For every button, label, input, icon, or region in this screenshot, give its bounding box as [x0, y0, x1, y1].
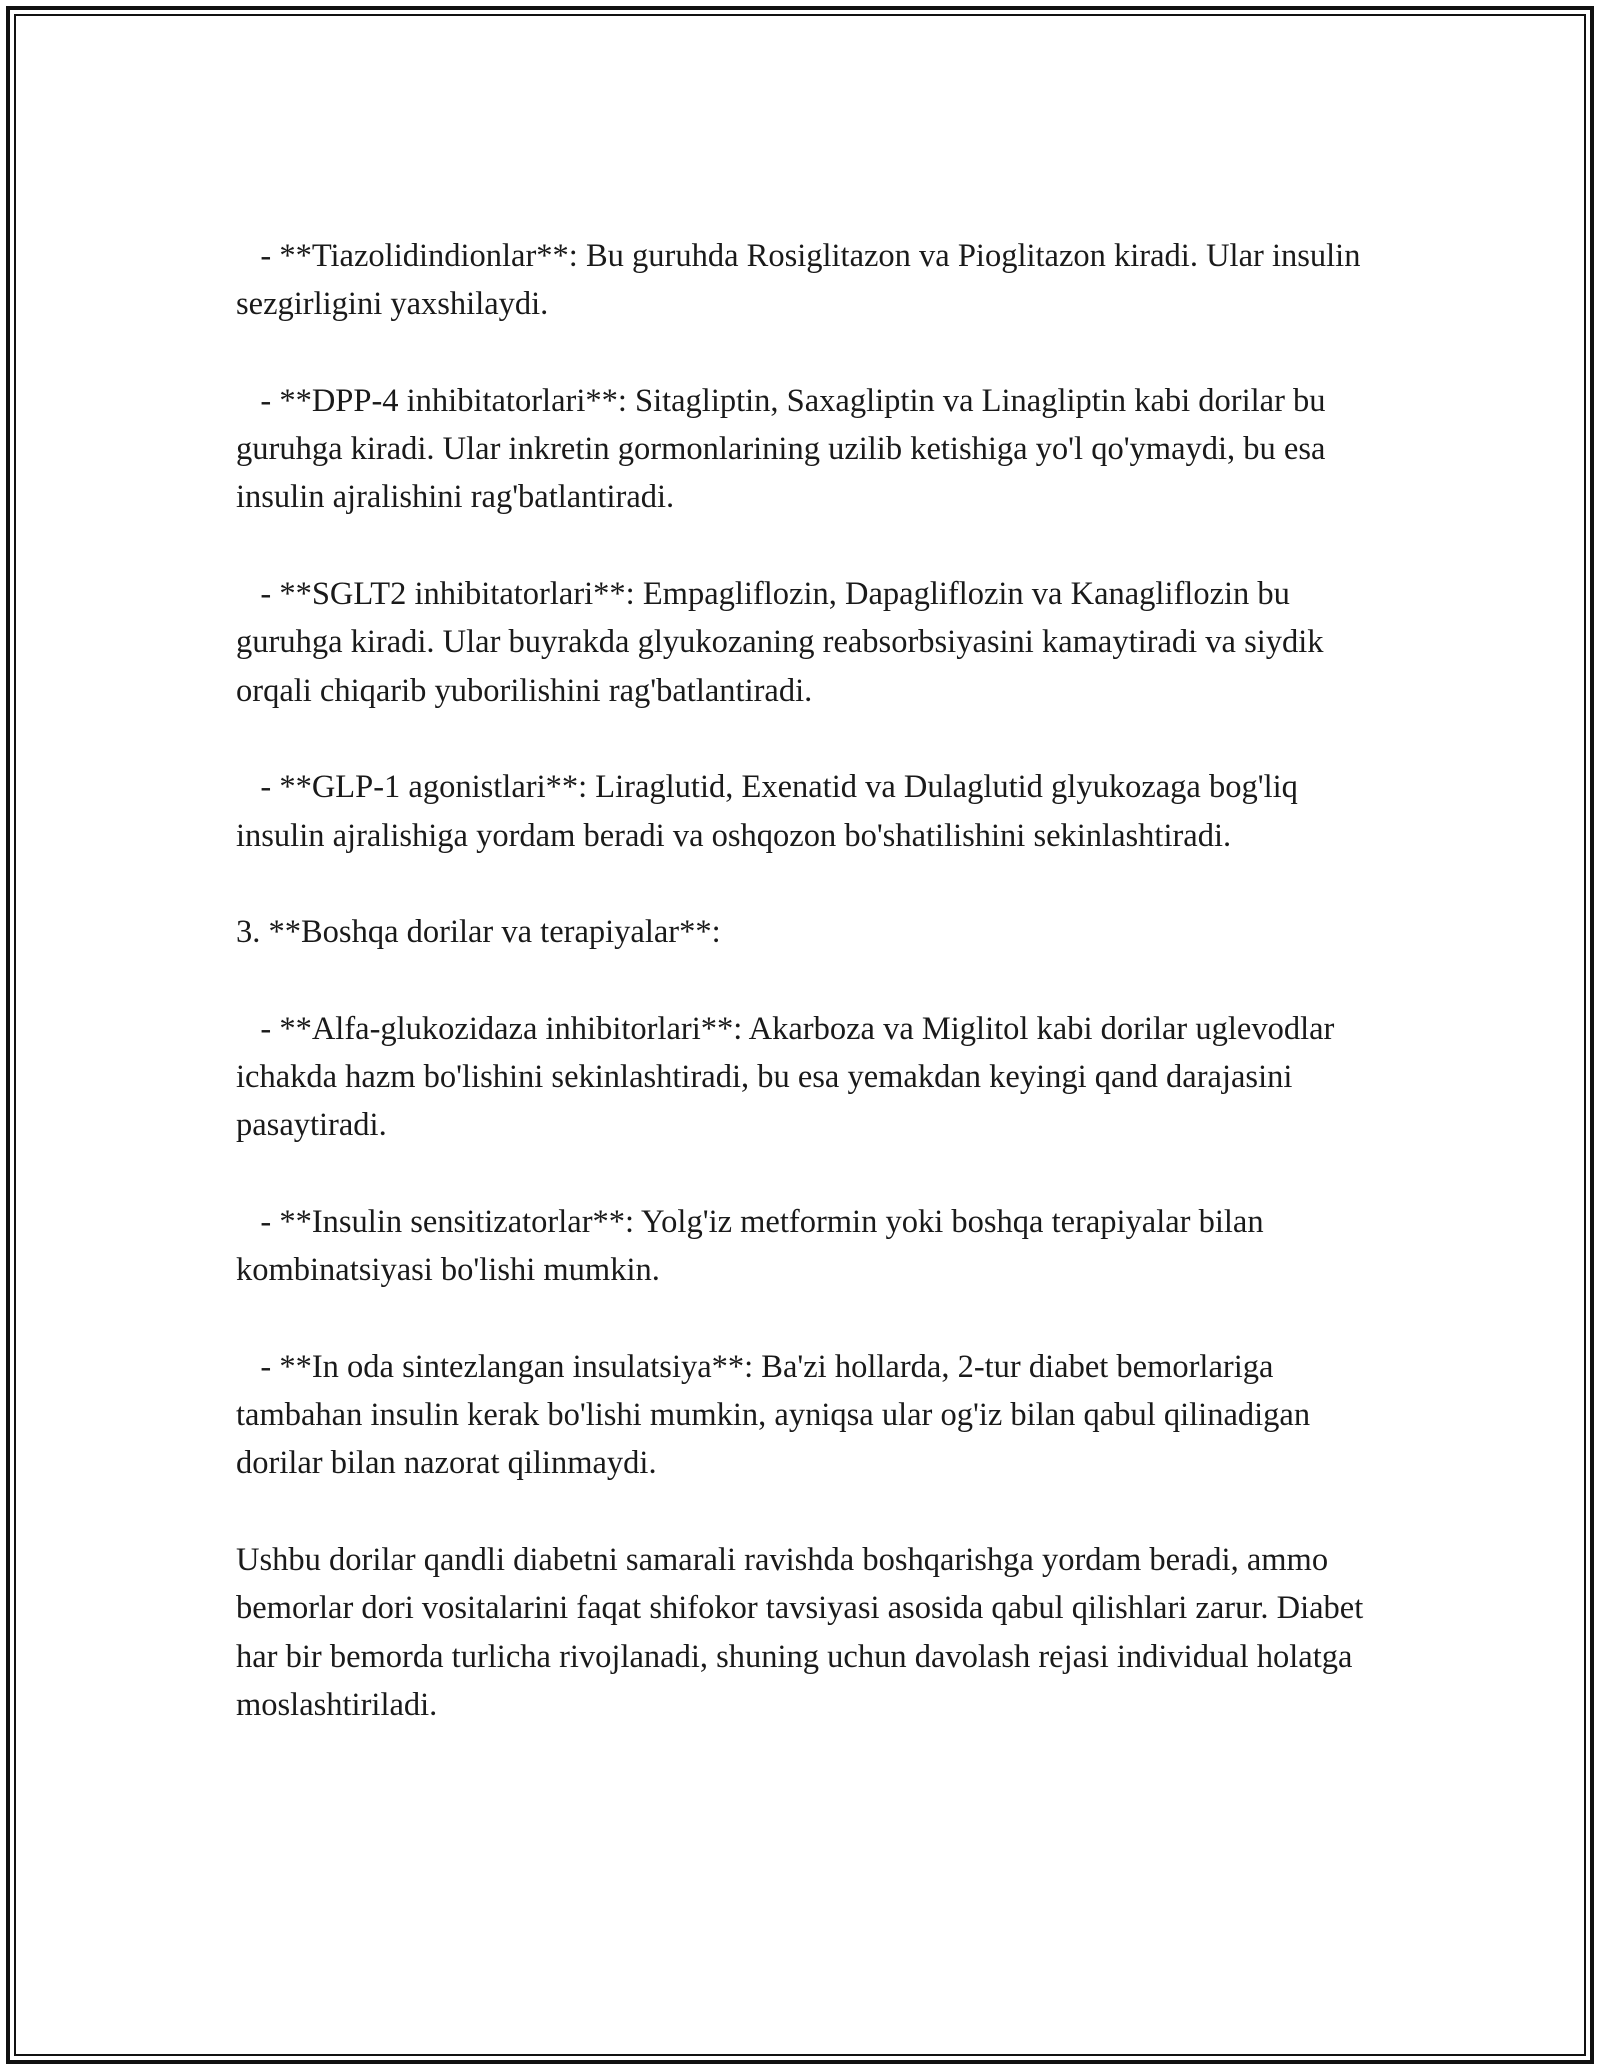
paragraph-spacer: [236, 1295, 1386, 1343]
paragraph-spacer: [236, 1488, 1386, 1536]
paragraph-dpp4-inhibitatorlari: - **DPP-4 inhibitatorlari**: Sitagliptin, Saxagliptin va Linagliptin kabi dorilar bu guruhga kiradi. Ular inkretin gormonlarining uzilib ketishiga yo'l qo'ymaydi, bu esa insulin ajralishini rag'batlantiradi.: [236, 382, 1334, 516]
paragraph-sglt2-inhibitatorlari: - **SGLT2 inhibitatorlari**: Empagliflozin, Dapagliflozin va Kanagliflozin bu guruhga kiradi. Ular buyrakda glyukozaning reabsorbsiyasini kamaytiradi va siydik orqali chiqarib yuborilishini rag'batlantiradi.: [236, 576, 1332, 709]
paragraph-conclusion: Ushbu dorilar qandli diabetni samarali ravishda boshqarishga yordam beradi, ammo bemorlar dori vositalarini faqat shifokor tavsiyasi asosida qabul qilishlari zarur. Diabet har bir bemorda turlicha rivojlanadi, shuning uchun davolash rejasi individual holatga moslashtiriladi.: [236, 1542, 1372, 1723]
paragraph-alfa-glukozidaza: - **Alfa-glukozidaza inhibitorlari**: Akarboza va Miglitol kabi dorilar uglevodlar ichakda hazm bo'lishini sekinlashtiradi, bu esa yemakdan keyingi qand darajasini pasaytiradi.: [236, 1010, 1343, 1144]
paragraph-tiazolidindionlar: - **Tiazolidindionlar**: Bu guruhda Rosiglitazon va Pioglitazon kiradi. Ular insulin sezgirligini yaxshilaydi.: [236, 238, 1369, 323]
paragraph-insulin-sensitizatorlar: - **Insulin sensitizatorlar**: Yolg'iz metformin yoki boshqa terapiyalar bilan kombinatsiyasi bo'lishi mumkin.: [236, 1203, 1272, 1289]
paragraph-spacer: [236, 860, 1386, 908]
paragraph-spacer: [236, 715, 1386, 763]
paragraph-spacer: [236, 329, 1386, 377]
paragraph-insulatsiya: - **In oda sintezlangan insulatsiya**: Ba'zi hollarda, 2-tur diabet bemorlariga tambahan insulin kerak bo'lishi mumkin, ayniqsa ular og'iz bilan qabul qilinadigan dorilar bilan nazorat qilinmaydi.: [236, 1348, 1319, 1482]
section-heading-boshqa-dorilar: 3. **Boshqa dorilar va terapiyalar**:: [236, 914, 721, 951]
paragraph-spacer: [236, 956, 1386, 1004]
paragraph-spacer: [236, 522, 1386, 570]
paragraph-spacer: [236, 1150, 1386, 1198]
document-body: [236, 232, 1386, 1729]
paragraph-glp1-agonistlari: - **GLP-1 agonistlari**: Liraglutid, Exenatid va Dulaglutid glyukozaga bog'liq insulin ajralishiga yordam beradi va oshqozon bo'shatilishini sekinlashtiradi.: [236, 769, 1307, 854]
